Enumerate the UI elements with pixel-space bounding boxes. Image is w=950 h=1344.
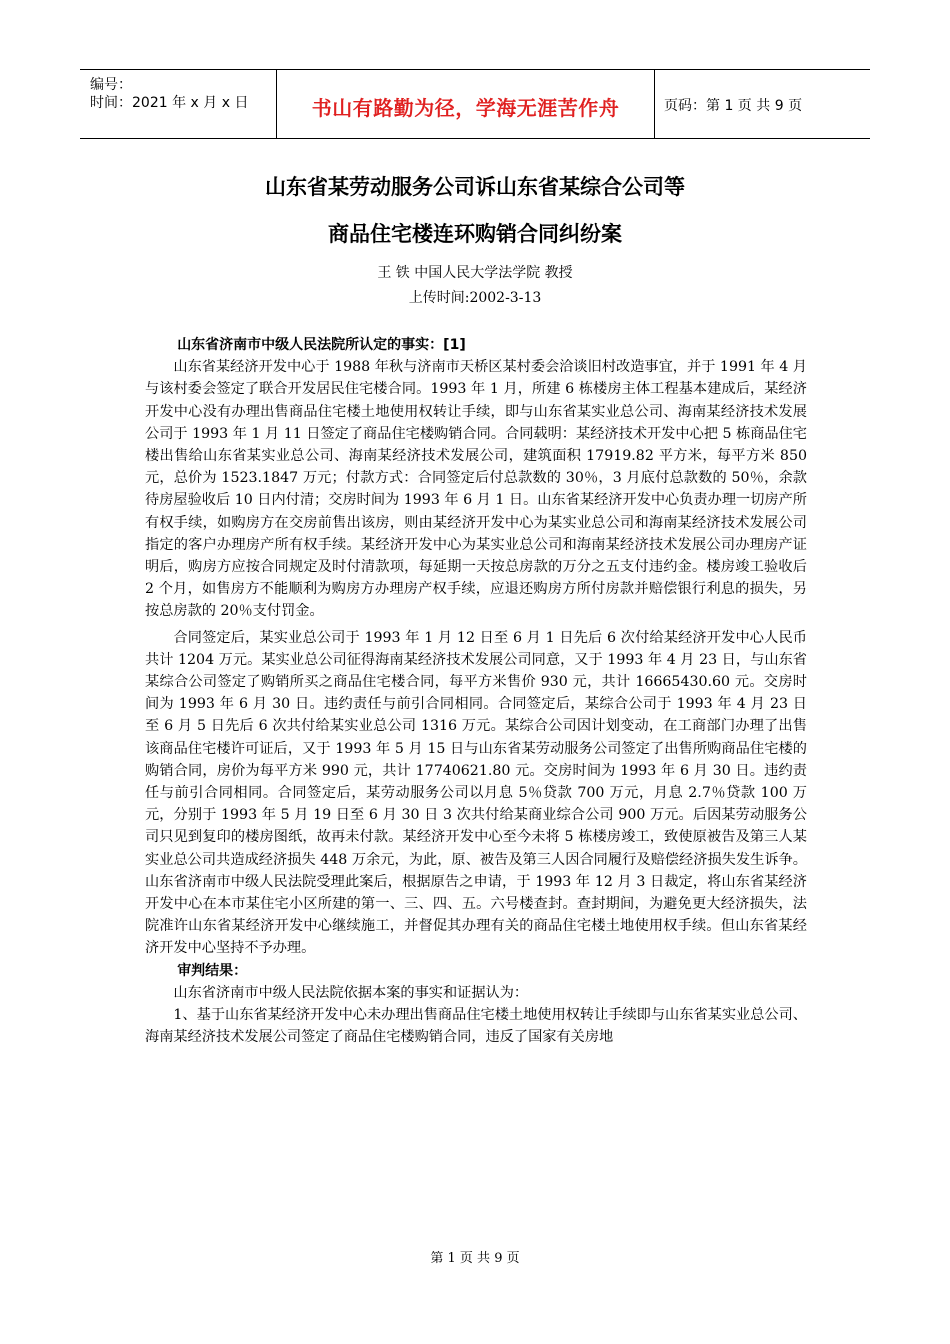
- body-paragraph: 1、基于山东省某经济开发中心未办理出售商品住宅楼土地使用权转让手续即与山东省某实业总公司、海南某经济技术发展公司签定了商品住宅楼购销合同，违反了国家有关房地: [145, 1007, 807, 1046]
- header-code: 编号：: [90, 77, 132, 93]
- header-time: 时间：2021 年 x 月 x 日: [90, 95, 249, 111]
- author-line: 王 铁 中国人民大学法学院 教授: [377, 265, 573, 281]
- document-title-line2: 商品住宅楼连环购销合同纠纷案: [328, 222, 622, 246]
- document-header: [80, 69, 870, 139]
- upload-time: 上传时间:2002-3-13: [408, 290, 542, 306]
- document-body: [145, 334, 807, 1049]
- result-heading: 审判结果：: [177, 962, 248, 979]
- document-title-line1: 山东省某劳动服务公司诉山东省某综合公司等: [265, 175, 685, 199]
- body-paragraph: 合同签定后，某实业总公司于 1993 年 1 月 12 日至 6 月 1 日先后 6 次付给某经济开发中心人民币共计 1204 万元。某实业总公司征得海南某经济技术发展公司同意，又于 1993 年 4 月 23 日，与山东省某综合公司签定了购销所买之商品住宅楼合同，每平方米售价 930 元，共计 16665430.60 元。交房时间为 1993 年 6 月 30 日。违约责任与前引合同相同。合同签定后，某综合公司于 1993 年 4 月 23 日至 6 月 5 日先后 6 次共付给某实业总公司 1316 万元。某综合公司因计划变动，在工商部门办理了出售该商品住宅楼许可证后，又于 1993 年 5 月 15 日与山东省某劳动服务公司签定了出售所购商品住宅楼的购销合同，房价为每平方米 990 元，共计 17740621.80 元。交房时间为 1993 年 6 月 30 日。违约责任与前引合同相同。合同签定后，某劳动服务公司以月息 5％贷款 700 万元，月息 2.7％贷款 100 万元，分别于 1993 年 5 月 19 日至 6 月 30 日 3 次共付给某商业综合公司 900 万元。后因某劳动服务公司只见到复印的楼房图纸，故再未付款。某经济开发中心至今未将 5 栋楼房竣工，致使原被告及第三人某实业总公司共造成经济损失 448 万余元，为此，原、被告及第三人因合同履行及赔偿经济损失发生诉争。山东省济南市中级人民法院受理此案后，根据原告之申请，于 1993 年 12 月 3 日裁定，将山东省某经济开发中心在本市某住宅小区所建的第一、三、四、五。六号楼查封。查封期间，为避免更大经济损失，法院准许山东省某经济开发中心继续施工，并督促其办理有关的商品住宅楼土地使用权手续。但山东省某经济开发中心坚持不予办理。: [145, 629, 807, 957]
- facts-heading: 山东省济南市中级人民法院所认定的事实：[1]: [177, 337, 466, 353]
- header-divider: [654, 70, 655, 138]
- header-meta: [90, 76, 248, 112]
- header-page-info: 页码：第 1 页 共 9 页: [664, 98, 803, 114]
- header-motto: 书山有路勤为径，学海无涯苦作舟: [311, 96, 620, 120]
- body-paragraph: 山东省某经济开发中心于 1988 年秋与济南市天桥区某村委会洽谈旧村改造事宜，并于 1991 年 4 月与该村委会签定了联合开发居民住宅楼合同。1993 年 1 月，所建 6 栋楼房主体工程基本建成后，某经济开发中心没有办理出售商品住宅楼土地使用权转让手续，即与山东省某实业总公司、海南某经济技术发展公司于 1993 年 1 月 11 日签定了商品住宅楼购销合同。合同载明：某经济技术开发中心把 5 栋商品住宅楼出售给山东省某实业总公司、海南某经济技术发展公司，建筑面积 17919.82 平方米，每平方米 850 元，总价为 1523.1847 万元；付款方式：合同签定后付总款数的 30％，3 月底付总款数的 50％，余款待房屋验收后 10 日内付清；交房时间为 1993 年 6 月 1 日。山东省某经济开发中心负责办理一切房产所有权手续，如购房方在交房前售出该房，则由某经济开发中心为某实业总公司和海南某经济技术发展公司指定的客户办理房产所有权手续。某经济开发中心为某实业总公司和海南某经济技术发展公司办理房产证明后，购房方应按合同规定及时付清款项，每延期一天按总房款的万分之五支付违约金。楼房竣工验收后 2 个月，如售房方不能顺利为购房方办理房产权手续，应退还购房方所付房款并赔偿银行利息的损失，另按总房款的 20％支付罚金。: [145, 359, 807, 620]
- page-footer: 第 1 页 共 9 页: [430, 1251, 520, 1266]
- body-paragraph: 山东省济南市中级人民法院依据本案的事实和证据认为：: [173, 984, 529, 1001]
